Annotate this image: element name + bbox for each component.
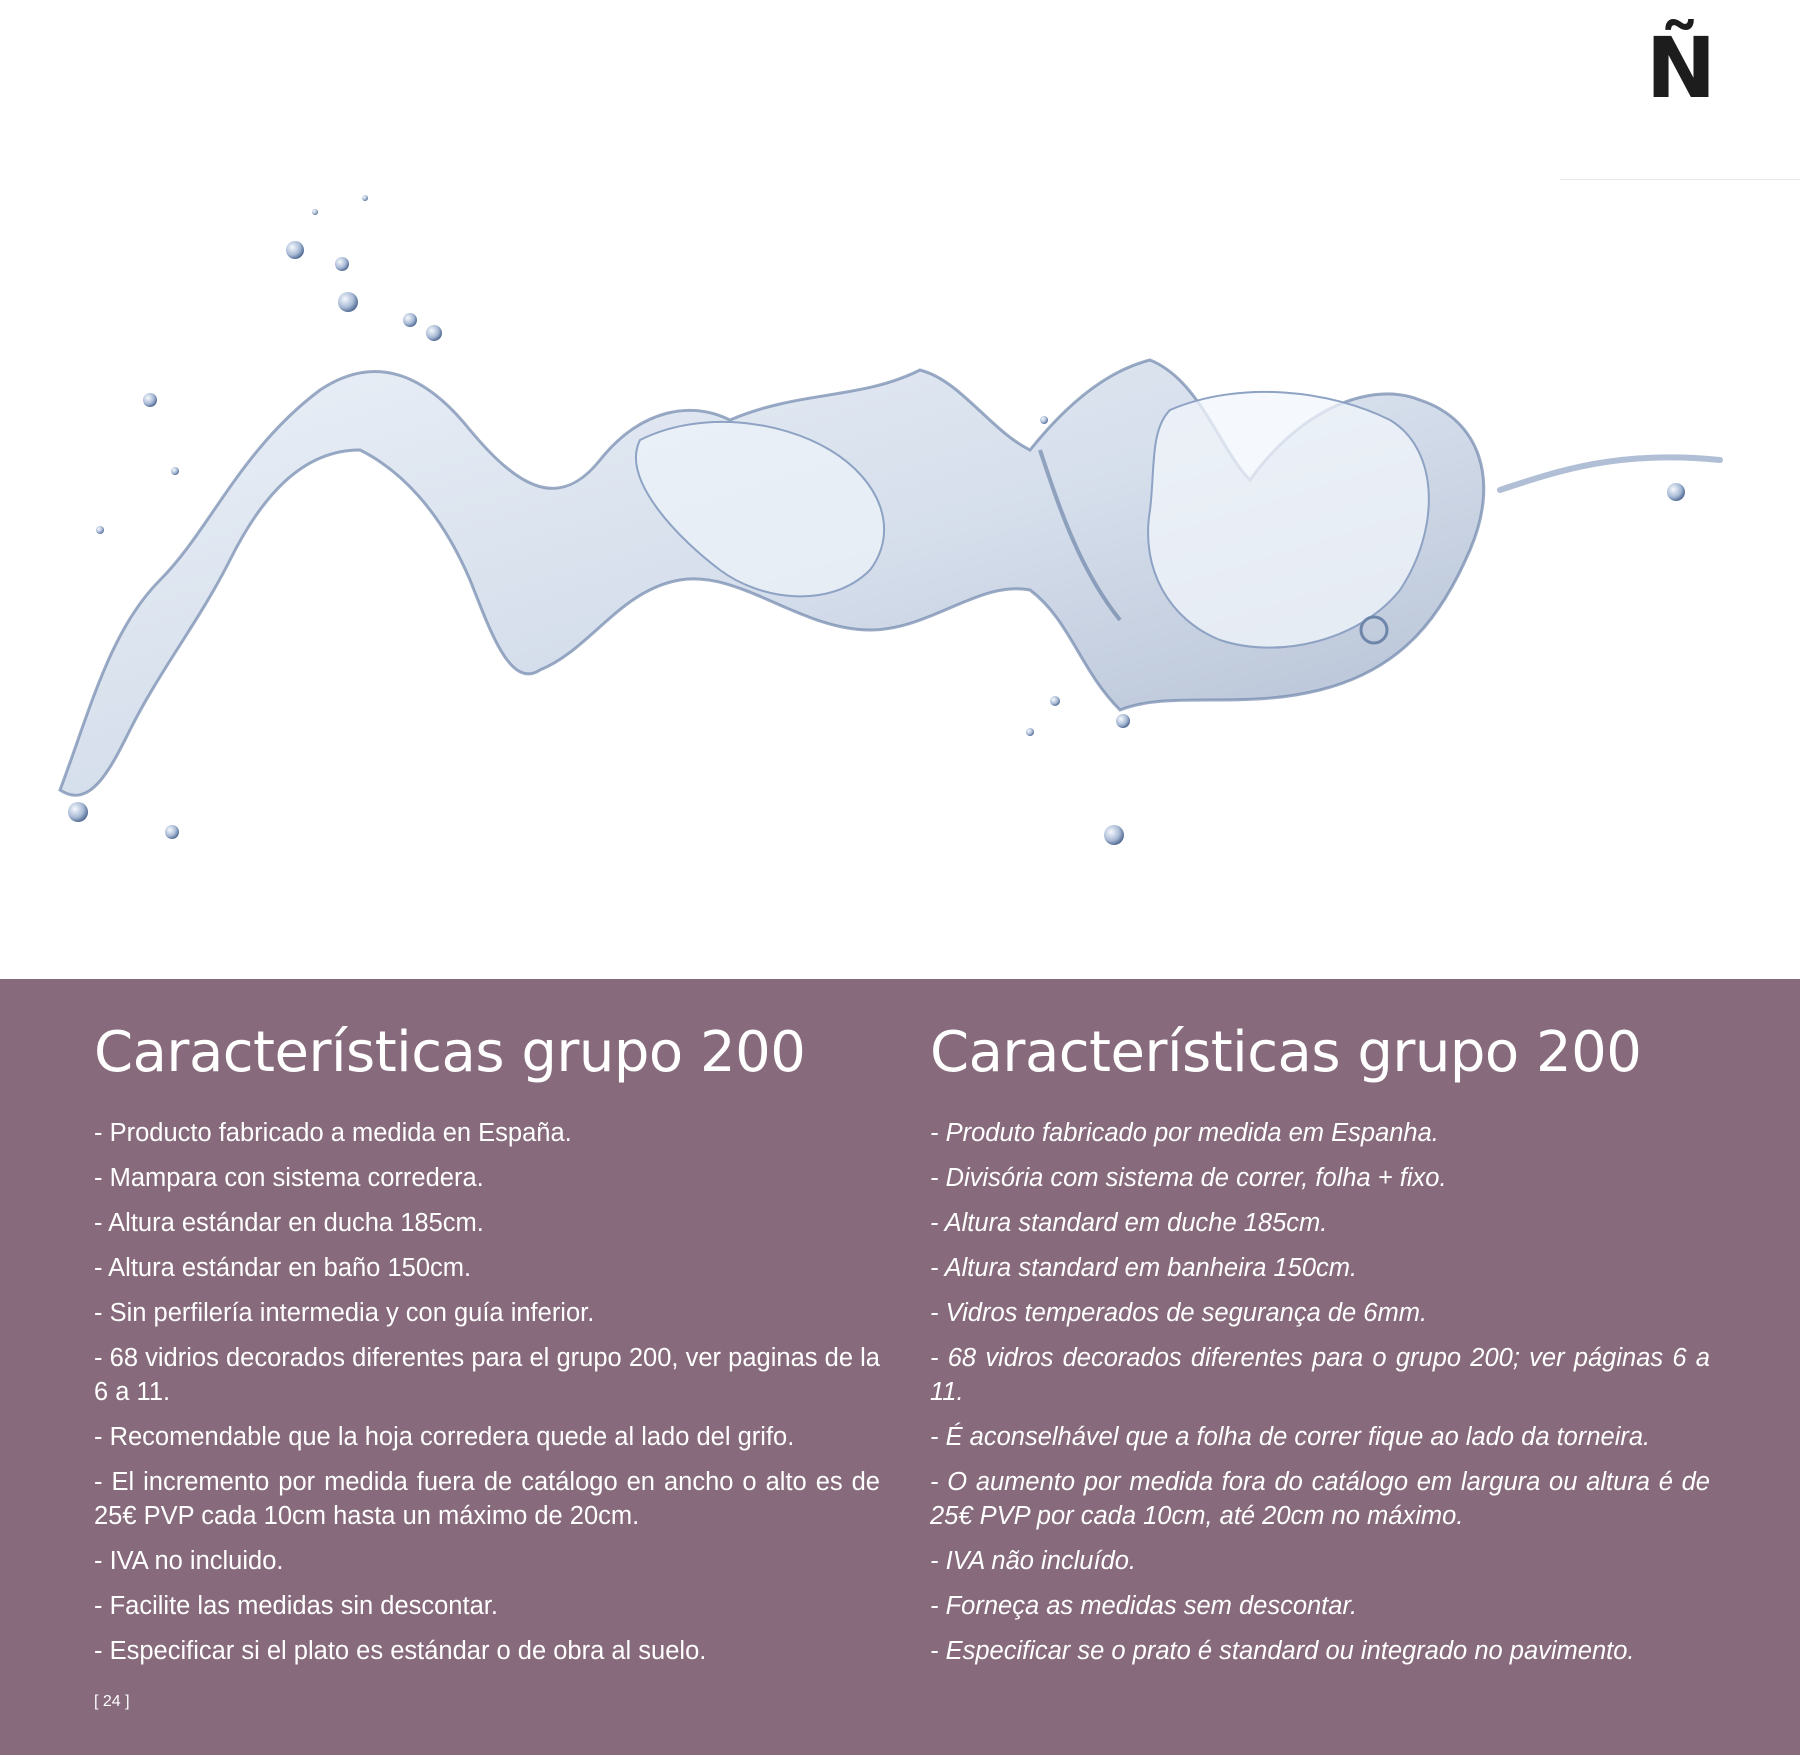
spanish-title: Características grupo 200 [94,1020,806,1085]
list-item: - É aconselhável que a folha de correr fique ao lado da torneira. [930,1423,1651,1451]
list-item: - Divisória com sistema de correr, folha + fixo. [930,1164,1447,1192]
list-item: - Especificar si el plato es estándar o de obra al suelo. [94,1637,707,1665]
list-item: - Mampara con sistema corredera. [94,1164,484,1192]
list-item: - Especificar se o prato é standard ou integrado no pavimento. [930,1637,1635,1665]
list-item: - Altura estándar en ducha 185cm. [94,1209,484,1237]
list-item: - Vidros temperados de segurança de 6mm. [930,1299,1428,1327]
spanish-column [94,1020,880,1679]
list-item: - Produto fabricado por medida em Espanha. [930,1119,1439,1147]
portuguese-feature-list [930,1116,1710,1668]
portuguese-title: Características grupo 200 [930,1020,1642,1085]
list-item: - Altura estándar en baño 150cm. [94,1254,472,1282]
list-item: - 68 vidrios decorados diferentes para el grupo 200, ver paginas de la 6 a 11. [94,1344,880,1406]
list-item: - Producto fabricado a medida en España. [94,1119,572,1147]
portuguese-column [930,1020,1710,1679]
spanish-feature-list [94,1116,880,1668]
list-item: - 68 vidros decorados diferentes para o grupo 200; ver páginas 6 a 11. [930,1344,1710,1406]
list-item: - Facilite las medidas sin descontar. [94,1592,498,1620]
list-item: - Altura standard em banheira 150cm. [930,1254,1358,1282]
list-item: - IVA no incluido. [94,1547,284,1575]
list-item: - Recomendable que la hoja corredera quede al lado del grifo. [94,1423,795,1451]
list-item: - Altura standard em duche 185cm. [930,1209,1328,1237]
page-number: [ 24 ] [94,1693,130,1710]
list-item: - Forneça as medidas sem descontar. [930,1592,1358,1620]
water-splash-image [0,150,1800,870]
list-item: - IVA não incluído. [930,1547,1137,1575]
brand-logo: Ñ [1645,19,1717,117]
list-item: - O aumento por medida fora do catálogo em largura ou altura é de 25€ PVP por cada 10cm, até 20cm no máximo. [930,1468,1710,1530]
list-item: - El incremento por medida fuera de catálogo en ancho o alto es de 25€ PVP cada 10cm hasta un máximo de 20cm. [94,1468,880,1530]
list-item: - Sin perfilería intermedia y con guía inferior. [94,1299,595,1327]
